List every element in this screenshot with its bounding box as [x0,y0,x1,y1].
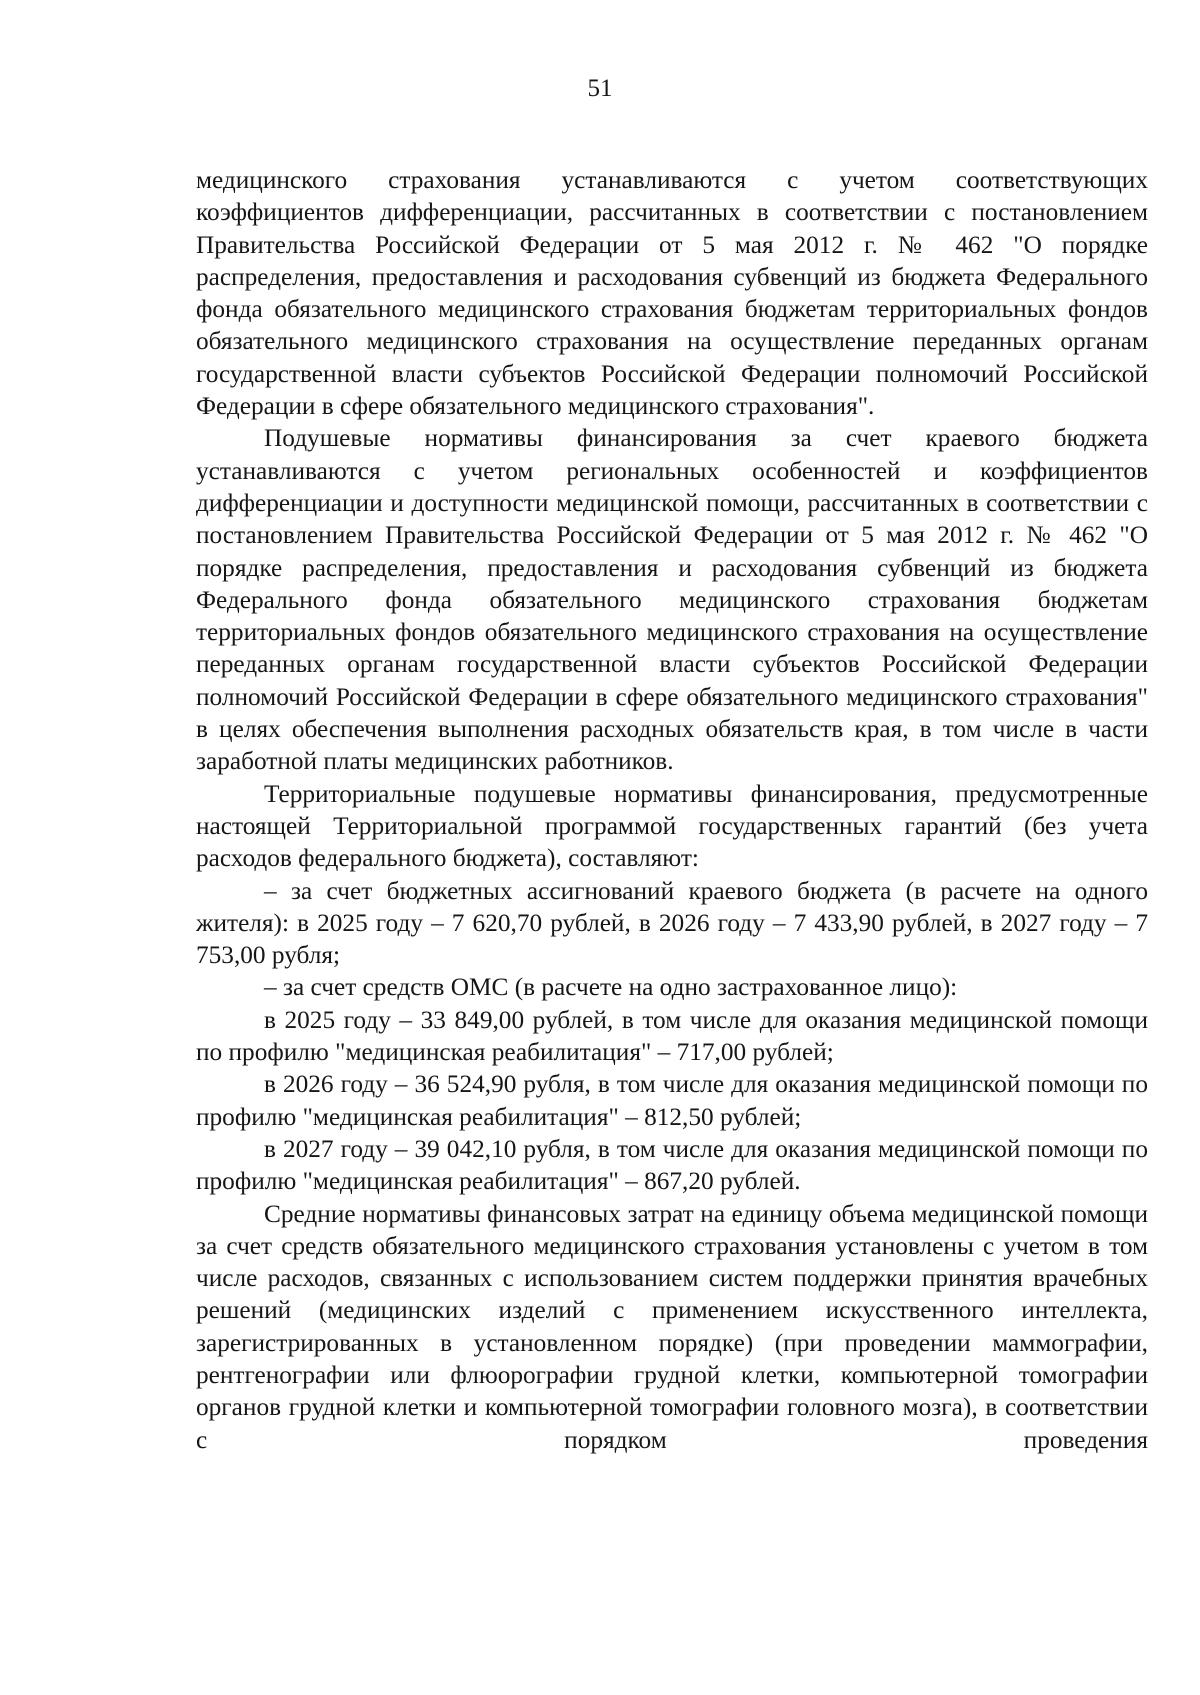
paragraph-average-norms: Средние нормативы финансовых затрат на единицу объема медицинской помощи за счет средств обязательного медицинского страхования установлены с учетом в том числе расходов, связанных с использованием систем поддержки принятия врачебных решений (медицинских изделий с применением искусственного интеллекта, зарегистрированных в установленном порядке) (при проведении маммографии, рентгенографии или флюорографии грудной клетки, компьютерной томографии органов грудной клетки и компьютерной томографии головного мозга), в соответствии с порядком проведения [196,1199,1148,1454]
paragraph-per-capita-regional: Подушевые нормативы финансирования за счет краевого бюджета устанавливаются с учетом региональных особенностей и коэффициентов дифференциации и доступности медицинской помощи, рассчитанных в соответствии с постановлением Правительства Российской Федерации от 5 мая 2012 г. № 462 "О порядке распределения, предоставления и расходования субвенций из бюджета Федерального фонда обязательного медицинского страхования бюджетам территориальных фондов обязательного медицинского страхования на осуществление переданных органам государственной власти субъектов Российской Федерации полномочий Российской Федерации в сфере обязательного медицинского страхования" в целях обеспечения выполнения расходных обязательств края, в том числе в части заработной платы медицинских работников. [196,424,1148,776]
paragraph-oms-2027: в 2027 году – 39 042,10 рубля, в том числе для оказания медицинской помощи по профилю "медицинская реабилитация" – 867,20 рублей. [196,1134,1148,1196]
document-body [196,164,1148,1456]
paragraph-oms-intro: – за счет средств ОМС (в расчете на одно застрахованное лицо): [264,973,958,1002]
paragraph-oms-2025: в 2025 году – 33 849,00 рублей, в том числе для оказания медицинской помощи по профилю "медицинская реабилитация" – 717,00 рублей; [196,1005,1148,1067]
page-number: 51 [587,75,613,102]
paragraph-regional-budget: – за счет бюджетных ассигнований краевого бюджета (в расчете на одного жителя): в 2025 году – 7 620,70 рублей, в 2026 году – 7 433,90 рублей, в 2027 году – 7 753,00 рубля; [196,876,1148,970]
paragraph-continuation: медицинского страхования устанавливаются с учетом соответствующих коэффициентов дифференциации, рассчитанных в соответствии с постановлением Правительства Российской Федерации от 5 мая 2012 г. № 462 "О порядке распределения, предоставления и расходования субвенций из бюджета Федерального фонда обязательного медицинского страхования бюджетам территориальных фондов обязательного медицинского страхования на осуществление переданных органам государственной власти субъектов Российской Федерации полномочий Российской Федерации в сфере обязательного медицинского страхования". [196,166,1148,421]
paragraph-oms-2026: в 2026 году – 36 524,90 рубля, в том числе для оказания медицинской помощи по профилю "медицинская реабилитация" – 812,50 рублей; [196,1070,1148,1131]
paragraph-territorial-norms: Территориальные подушевые нормативы финансирования, предусмотренные настоящей Территориальной программой государственных гарантий (без учета расходов федерального бюджета), составляют: [196,779,1148,873]
